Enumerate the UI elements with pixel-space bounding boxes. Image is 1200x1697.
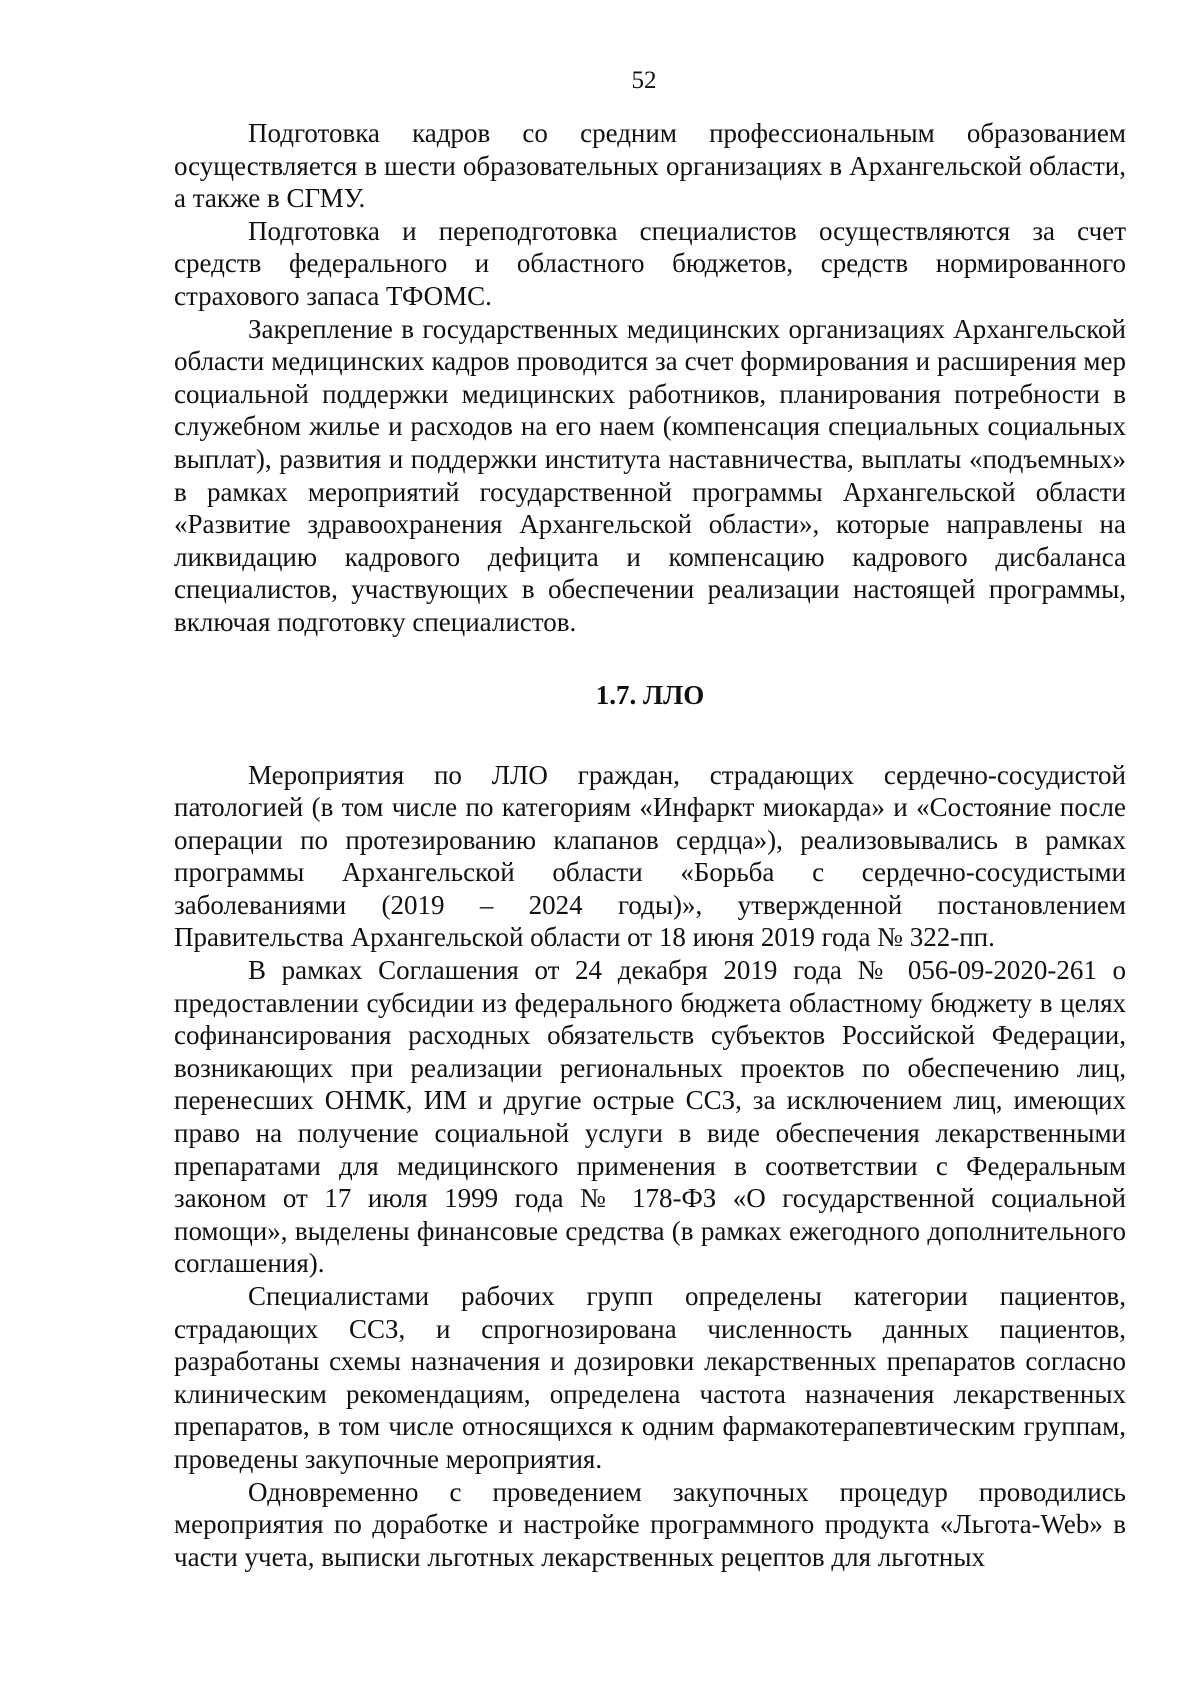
paragraph-software-setup: Одновременно с проведением закупочных процедур проводились мероприятия по доработке и настройке программного продукта «Льгота-Web» в части учета, выписки льготных лекарственных рецептов для льготных bbox=[174, 1476, 1126, 1572]
paragraph-secondary-education: Подготовка кадров со средним профессиональным образованием осуществляется в шести образовательных организациях в Архангельской области, а также в СГМУ. bbox=[174, 118, 1126, 214]
paragraph-training-funding: Подготовка и переподготовка специалистов осуществляются за счет средств федерального и областного бюджетов, средств нормированного страхового запаса ТФОМС. bbox=[174, 215, 1126, 311]
paragraph-staff-retention: Закрепление в государственных медицинских организациях Архангельской области медицинских кадров проводится за счет формирования и расширения мер социальной поддержки медицинских работников, планирования потребности в служебном жилье и расходов на его наем (компенсация специальных социальных выплат), развития и поддержки института наставничества, выплаты «подъемных» в рамках мероприятий государственной программы Архангельской области «Развитие здравоохранения Архангельской области», которые направлены на ликвидацию кадрового дефицита и компенсацию кадрового дисбаланса специалистов, участвующих в обеспечении реализации настоящей программы, включая подготовку специалистов. bbox=[174, 313, 1126, 637]
paragraph-working-groups: Специалистами рабочих групп определены категории пациентов, страдающих ССЗ, и спрогнозирована численность данных пациентов, разработаны схемы назначения и дозировки лекарственных препаратов согласно клиническим рекомендациям, определена частота назначения лекарственных препаратов, в том числе относящихся к одним фармакотерапевтическим группам, проведены закупочные мероприятия. bbox=[174, 1281, 1126, 1474]
paragraph-subsidy-agreement: В рамках Соглашения от 24 декабря 2019 года № 056-09-2020-261 о предоставлении субсидии из федерального бюджета областному бюджету в целях софинансирования расходных обязательств субъектов Российской Федерации, возникающих при реализации региональных проектов по обеспечению лиц, перенесших ОНМК, ИМ и другие острые ССЗ, за исключением лиц, имеющих право на получение социальной услуги в виде обеспечения лекарственными препаратами для медицинского применения в соответствии с Федеральным законом от 17 июля 1999 года № 178-ФЗ «О государственной социальной помощи», выделены финансовые средства (в рамках ежегодного дополнительного соглашения). bbox=[174, 955, 1126, 1279]
page-number: 52 bbox=[631, 67, 657, 94]
paragraph-llo-measures: Мероприятия по ЛЛО граждан, страдающих сердечно-сосудистой патологией (в том числе по категориям «Инфаркт миокарда» и «Состояние после операции по протезированию клапанов сердца»), реализовывались в рамках программы Архангельской области «Борьба с сердечно-сосудистыми заболеваниями (2019 – 2024 годы)», утвержденной постановлением Правительства Архангельской области от 18 июня 2019 года № 322-пп. bbox=[174, 759, 1126, 953]
document-body bbox=[174, 117, 1126, 1573]
section-heading: 1.7. ЛЛО bbox=[595, 679, 705, 710]
